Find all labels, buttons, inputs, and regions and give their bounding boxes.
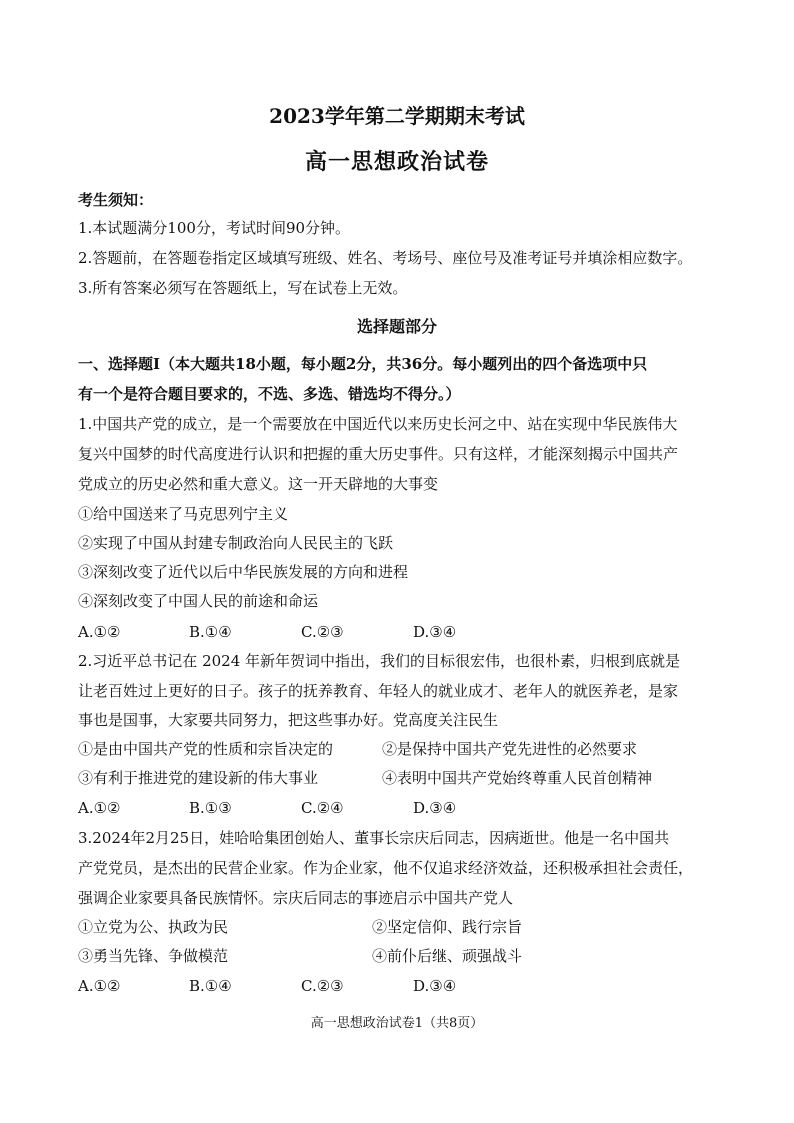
- statement: ①是由中国共产党的性质和宗旨决定的: [78, 740, 334, 758]
- answer-option: C.②③: [301, 977, 344, 995]
- statement: ④前仆后继、顽强战斗: [372, 947, 523, 965]
- question-stem: 让老百姓过上更好的日子。孩子的抚养教育、年轻人的就业成才、老年人的就医养老，是家: [78, 682, 679, 700]
- statement: ④表明中国共产党始终尊重人民首创精神: [382, 769, 653, 787]
- page-footer: 高一思想政治试卷1（共8页）: [310, 1016, 484, 1031]
- statement: ③勇当先锋、争做模范: [78, 947, 229, 965]
- answer-option: A.①②: [78, 623, 121, 641]
- answer-option: C.②④: [301, 799, 344, 817]
- question-stem: 事也是国事，大家要共同努力，把这些事办好。党高度关注民生: [78, 711, 499, 729]
- question-stem: 强调企业家要具备民族情怀。宗庆后同志的事迹启示中国共产党人: [78, 889, 514, 907]
- question-stem: 1.中国共产党的成立，是一个需要放在中国近代以来历史长河之中、站在实现中华民族伟大: [78, 415, 678, 433]
- statement: ②实现了中国从封建专制政治向人民民主的飞跃: [78, 534, 394, 552]
- answer-option: B.①③: [189, 799, 232, 817]
- statement: ③深刻改变了近代以后中华民族发展的方向和进程: [78, 563, 409, 581]
- question-stem: 复兴中国梦的时代高度进行认识和把握的重大历史事件。只有这样，才能深刻揭示中国共产: [78, 445, 679, 463]
- question-stem: 3.2024年2月25日，娃哈哈集团创始人、董事长宗庆后同志，因病逝世。他是一名中国共: [78, 829, 670, 847]
- exam-subtitle: 高一思想政治试卷: [304, 149, 489, 175]
- answer-option: D.③④: [413, 799, 457, 817]
- statement: ①给中国送来了马克思列宁主义: [78, 505, 289, 523]
- question-stem: 2.习近平总书记在 2024 年新年贺词中指出，我们的目标很宏伟，也很朴素，归根到底就是: [78, 652, 681, 670]
- notice-item: 3.所有答案必须写在答题纸上，写在试卷上无效。: [78, 279, 408, 297]
- statement: ③有利于推进党的建设新的伟大事业: [78, 769, 319, 787]
- answer-option: D.③④: [413, 623, 457, 641]
- notice-item: 1.本试题满分100分，考试时间90分钟。: [78, 219, 351, 237]
- statement: ②是保持中国共产党先进性的必然要求: [382, 740, 638, 758]
- answer-option: B.①④: [189, 623, 232, 641]
- notice-item: 2.答题前，在答题卷指定区域填写班级、姓名、考场号、座位号及准考证号并填涂相应数字。: [78, 249, 693, 267]
- answer-option: A.①②: [78, 799, 121, 817]
- statement: ④深刻改变了中国人民的前途和命运: [78, 592, 319, 610]
- section-intro: 有一个是符合题目要求的，不选、多选、错选均不得分。）: [78, 385, 461, 403]
- section-intro: 一、选择题Ⅰ（本大题共18小题，每小题2分，共36分。每小题列出的四个备选项中只: [78, 355, 648, 373]
- answer-option: A.①②: [78, 977, 121, 995]
- statement: ②坚定信仰、践行宗旨: [372, 918, 523, 936]
- answer-option: C.②③: [301, 623, 344, 641]
- section-title: 选择题部分: [356, 317, 437, 336]
- statement: ①立党为公、执政为民: [78, 918, 229, 936]
- question-stem: 产党党员，是杰出的民营企业家。作为企业家，他不仅追求经济效益，还积极承担社会责任，: [78, 859, 694, 877]
- answer-option: D.③④: [413, 977, 457, 995]
- exam-title: 2023学年第二学期期末考试: [269, 104, 525, 128]
- answer-option: B.①④: [189, 977, 232, 995]
- notice-heading: 考生须知：: [78, 191, 154, 209]
- question-stem: 党成立的历史必然和重大意义。这一开天辟地的大事变: [78, 475, 439, 493]
